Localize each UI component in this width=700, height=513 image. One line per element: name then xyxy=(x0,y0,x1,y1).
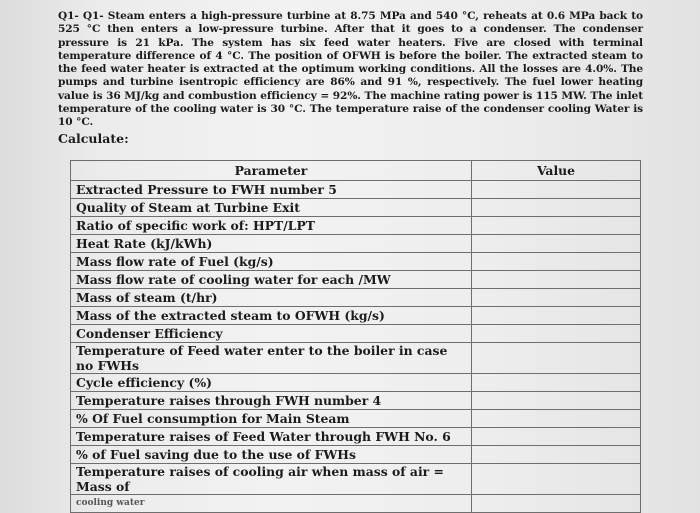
table-row xyxy=(71,181,641,199)
table-row xyxy=(71,374,641,392)
value-cell[interactable] xyxy=(471,235,640,253)
table-row xyxy=(71,446,641,464)
table-row xyxy=(71,410,641,428)
table-row xyxy=(71,253,641,271)
table-row xyxy=(71,428,641,446)
table-row xyxy=(71,307,641,325)
parameter-cell: Temperature raises of cooling air when mass of air = Mass of xyxy=(71,464,472,495)
parameter-cell: Temperature of Feed water enter to the boiler in case no FWHs xyxy=(71,343,472,374)
parameter-cell: Extracted Pressure to FWH number 5 xyxy=(71,181,472,199)
header-parameter: Parameter xyxy=(71,161,472,181)
table-row xyxy=(71,217,641,235)
table-row xyxy=(71,392,641,410)
problem-statement xyxy=(58,10,643,130)
value-cell[interactable] xyxy=(471,374,640,392)
value-cell[interactable] xyxy=(471,253,640,271)
parameter-cell: Ratio of specific work of: HPT/LPT xyxy=(71,217,472,235)
parameter-cell: Cycle efficiency (%) xyxy=(71,374,472,392)
parameter-cell: cooling water xyxy=(71,495,472,513)
parameter-cell: Condenser Efficiency xyxy=(71,325,472,343)
parameter-cell: Mass flow rate of cooling water for each /MW xyxy=(71,271,472,289)
problem-text: Q1- Q1- Steam enters a high-pressure turbine at 8.75 MPa and 540 °C, reheats at 0.6 MPa back to 525 °C then enters a low-pressure turbine. After that it goes to a condenser. The condenser pressure is 21 kPa. The system has six feed water heaters. Five are closed with terminal temperature difference of 4 °C. The position of OFWH is before the boiler. The extracted steam to the feed water heater is extracted at the optimum working conditions. All the losses are 4.0%. The pumps and turbine isentropic efficiency are 86% and 91 %, respectively. The fuel lower heating value is 36 MJ/kg and combustion efficiency = 92%. The machine rating power is 115 MW. The inlet temperature of the cooling water is 30 °C. The temperature raise of the condenser cooling Water is 10 °C. xyxy=(58,10,643,129)
table-row xyxy=(71,271,641,289)
parameter-cell: Mass flow rate of Fuel (kg/s) xyxy=(71,253,472,271)
header-value: Value xyxy=(471,161,640,181)
parameter-cell: % of Fuel saving due to the use of FWHs xyxy=(71,446,472,464)
parameter-table xyxy=(70,160,641,513)
calculate-label: Calculate: xyxy=(58,131,129,146)
table-row xyxy=(71,325,641,343)
value-cell[interactable] xyxy=(471,343,640,374)
value-cell[interactable] xyxy=(471,410,640,428)
table-row xyxy=(71,199,641,217)
table-row xyxy=(71,289,641,307)
table-header-row xyxy=(71,161,641,181)
table-row xyxy=(71,235,641,253)
value-cell[interactable] xyxy=(471,181,640,199)
parameter-cell: Temperature raises of Feed Water through FWH No. 6 xyxy=(71,428,472,446)
value-cell[interactable] xyxy=(471,289,640,307)
parameter-cell: Heat Rate (kJ/kWh) xyxy=(71,235,472,253)
value-cell[interactable] xyxy=(471,428,640,446)
parameter-cell: Mass of the extracted steam to OFWH (kg/s) xyxy=(71,307,472,325)
value-cell[interactable] xyxy=(471,495,640,513)
table-row xyxy=(71,495,641,513)
value-cell[interactable] xyxy=(471,307,640,325)
value-cell[interactable] xyxy=(471,325,640,343)
parameter-cell: Temperature raises through FWH number 4 xyxy=(71,392,472,410)
parameter-cell: Quality of Steam at Turbine Exit xyxy=(71,199,472,217)
parameter-cell: Mass of steam (t/hr) xyxy=(71,289,472,307)
value-cell[interactable] xyxy=(471,217,640,235)
table-row xyxy=(71,343,641,374)
value-cell[interactable] xyxy=(471,392,640,410)
value-cell[interactable] xyxy=(471,199,640,217)
value-cell[interactable] xyxy=(471,446,640,464)
value-cell[interactable] xyxy=(471,271,640,289)
parameter-cell: % Of Fuel consumption for Main Steam xyxy=(71,410,472,428)
